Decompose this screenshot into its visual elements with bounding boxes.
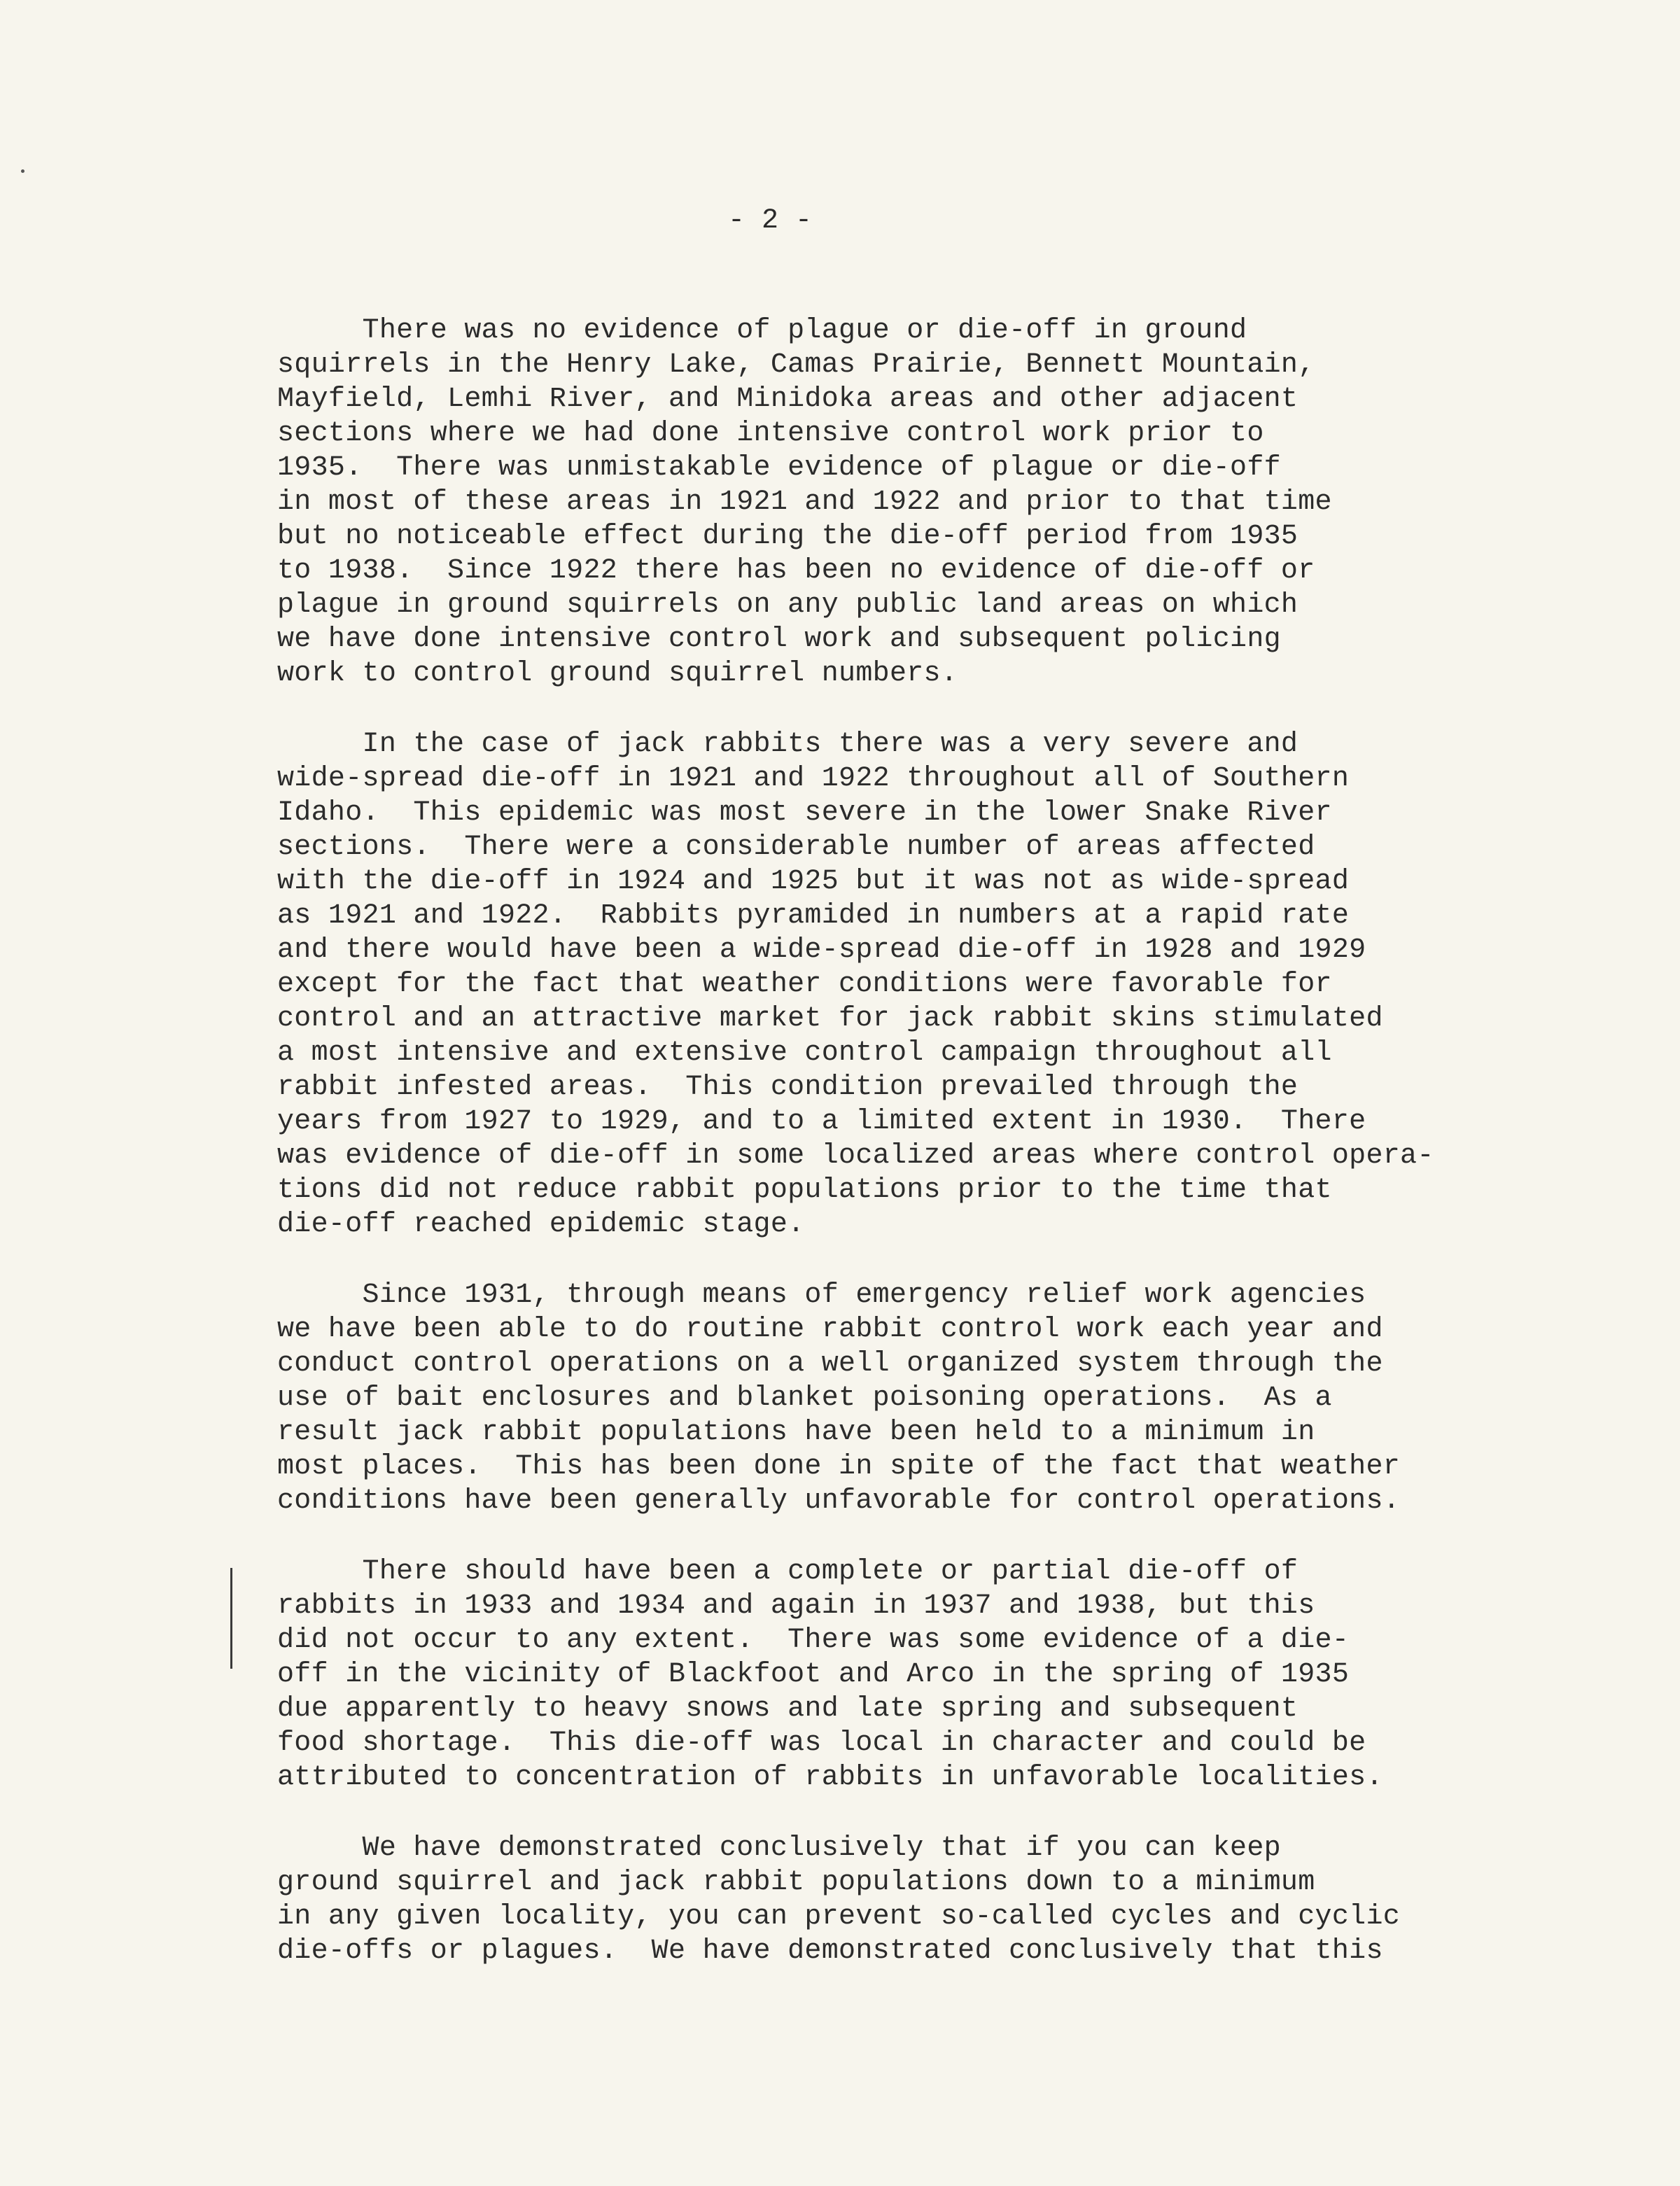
- text-line: squirrels in the Henry Lake, Camas Prairie, Bennett Mountain,: [277, 349, 1315, 381]
- text-line: attributed to concentration of rabbits in unfavorable localities.: [277, 1762, 1383, 1793]
- text-line: Mayfield, Lemhi River, and Minidoka areas and other adjacent: [277, 384, 1298, 415]
- text-line: most places. This has been done in spite of the fact that weather: [277, 1451, 1401, 1483]
- paragraph-relief-work: [277, 1278, 1467, 1518]
- text-line: Idaho. This epidemic was most severe in the lower Snake River: [277, 797, 1332, 829]
- paper-speck: [21, 169, 24, 173]
- paragraph-conclusion: [277, 1831, 1467, 1968]
- text-line: to 1938. Since 1922 there has been no evidence of die-off or: [277, 555, 1315, 587]
- paragraph-ground-squirrels: [277, 314, 1467, 691]
- text-line: work to control ground squirrel numbers.: [277, 658, 958, 689]
- text-line: sections where we had done intensive control work prior to: [277, 418, 1264, 449]
- text-line: off in the vicinity of Blackfoot and Arco in the spring of 1935: [277, 1659, 1350, 1690]
- text-line: conduct control operations on a well organized system through the: [277, 1348, 1383, 1380]
- text-line: die-offs or plagues. We have demonstrated conclusively that this: [277, 1935, 1383, 1967]
- text-line: except for the fact that weather conditions were favorable for: [277, 969, 1332, 1000]
- text-line: There should have been a complete or partial die-off of: [277, 1556, 1298, 1588]
- text-line: result jack rabbit populations have been held to a minimum in: [277, 1417, 1315, 1448]
- text-line: rabbit infested areas. This condition prevailed through the: [277, 1072, 1298, 1103]
- text-line: with the die-off in 1924 and 1925 but it was not as wide-spread: [277, 866, 1350, 897]
- text-line: tions did not reduce rabbit populations prior to the time that: [277, 1175, 1332, 1206]
- text-line: we have done intensive control work and subsequent policing: [277, 624, 1281, 655]
- page-number: - 2 -: [727, 205, 813, 237]
- text-line: conditions have been generally unfavorable for control operations.: [277, 1485, 1401, 1517]
- text-line: due apparently to heavy snows and late spring and subsequent: [277, 1693, 1298, 1725]
- text-line: 1935. There was unmistakable evidence of plague or die-off: [277, 452, 1281, 484]
- text-line: plague in ground squirrels on any public land areas on which: [277, 589, 1298, 621]
- text-line: and there would have been a wide-spread die-off in 1928 and 1929: [277, 934, 1366, 966]
- text-line: was evidence of die-off in some localized areas where control opera-: [277, 1140, 1434, 1172]
- text-line: use of bait enclosures and blanket poisoning operations. As a: [277, 1382, 1332, 1414]
- text-line: die-off reached epidemic stage.: [277, 1209, 805, 1240]
- text-line: control and an attractive market for jack rabbit skins stimulated: [277, 1003, 1383, 1035]
- text-line: in any given locality, you can prevent so-called cycles and cyclic: [277, 1901, 1401, 1933]
- text-line: We have demonstrated conclusively that if you can keep: [277, 1833, 1281, 1864]
- text-line: wide-spread die-off in 1921 and 1922 throughout all of Southern: [277, 763, 1350, 794]
- text-line: In the case of jack rabbits there was a very severe and: [277, 729, 1298, 760]
- text-line: There was no evidence of plague or die-off in ground: [277, 315, 1247, 346]
- text-line: a most intensive and extensive control campaign throughout all: [277, 1037, 1332, 1069]
- text-line: as 1921 and 1922. Rabbits pyramided in numbers at a rapid rate: [277, 900, 1350, 932]
- text-line: but no noticeable effect during the die-off period from 1935: [277, 521, 1298, 552]
- paragraph-jack-rabbits: [277, 727, 1467, 1242]
- text-line: sections. There were a considerable number of areas affected: [277, 832, 1315, 863]
- text-line: rabbits in 1933 and 1934 and again in 1937 and 1938, but this: [277, 1590, 1315, 1622]
- paragraph-partial-die-off: [277, 1555, 1467, 1795]
- document-body: [277, 314, 1467, 2005]
- text-line: food shortage. This die-off was local in character and could be: [277, 1728, 1366, 1759]
- margin-line-mark: [230, 1568, 232, 1669]
- text-line: ground squirrel and jack rabbit populations down to a minimum: [277, 1867, 1315, 1898]
- text-line: we have been able to do routine rabbit control work each year and: [277, 1314, 1383, 1345]
- text-line: in most of these areas in 1921 and 1922 and prior to that time: [277, 486, 1332, 518]
- text-line: Since 1931, through means of emergency relief work agencies: [277, 1280, 1366, 1311]
- text-line: years from 1927 to 1929, and to a limited extent in 1930. There: [277, 1106, 1366, 1137]
- text-line: did not occur to any extent. There was some evidence of a die-: [277, 1625, 1350, 1656]
